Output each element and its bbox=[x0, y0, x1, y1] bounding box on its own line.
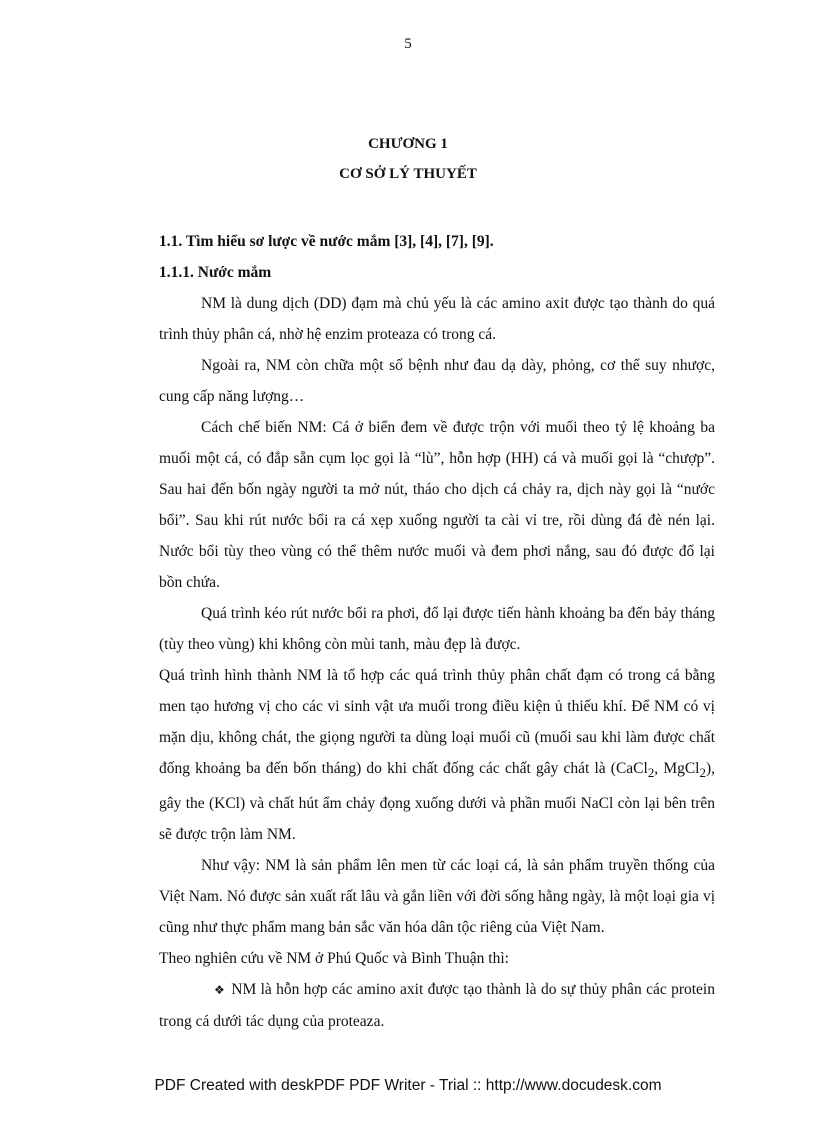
bullet-item bbox=[159, 974, 715, 1037]
pdf-footer: PDF Created with deskPDF PDF Writer - Trial :: http://www.docudesk.com bbox=[154, 1077, 662, 1094]
section-heading: 1.1. Tìm hiểu sơ lược về nước mắm [3], [4], [7], [9]. bbox=[159, 233, 494, 250]
paragraph-research: Theo nghiên cứu về NM ở Phú Quốc và Bình Thuận thì: bbox=[159, 950, 509, 968]
bullet-text: NM là hỗn hợp các amino axit được tạo thành là do sự thủy phân các protein trong cá dưới tác dụng của proteaza. bbox=[159, 981, 715, 1031]
paragraph-definition: NM là dung dịch (DD) đạm mà chủ yếu là các amino axit được tạo thành do quá trình thủy phân cá, nhờ hệ enzim proteaza có trong cá. bbox=[159, 295, 715, 343]
paragraph-duration: Quá trình kéo rút nước bổi ra phơi, đổ lại được tiến hành khoảng ba đến bảy tháng (tùy theo vùng) khi không còn mùi tanh, màu đẹp là được. bbox=[159, 605, 715, 653]
chapter-number: CHƯƠNG 1 bbox=[368, 136, 448, 152]
document-body bbox=[159, 226, 715, 1037]
paragraph-process: Cách chế biến NM: Cá ở biển đem về được trộn với muối theo tỷ lệ khoảng ba muối một cá, có đắp sẵn cụm lọc gọi là “lù”, hỗn hợp (HH) cá và muối gọi là “chượp”. Sau hai đến bốn ngày người ta mở nút, tháo cho dịch cá chảy ra, dịch này gọi là “nước bổi”. Sau khi rút nước bổi ra cá xẹp xuống người ta cài vỉ tre, rồi dùng đá đè nén lại. Nước bổi tùy theo vùng có thể thêm nước muối và đem phơi nắng, sau đó được đổ lại bồn chứa. bbox=[159, 419, 715, 591]
subsection-heading: 1.1.1. Nước mắm bbox=[159, 264, 272, 281]
paragraph-summary: Như vậy: NM là sản phẩm lên men từ các loại cá, là sản phẩm truyền thống của Việt Nam. Nó được sản xuất rất lâu và gắn liền với đời sống hằng ngày, là một loại gia vị cũng như thực phẩm mang bản sắc văn hóa dân tộc riêng của Việt Nam. bbox=[159, 857, 715, 937]
chapter-title: CƠ SỞ LÝ THUYẾT bbox=[339, 166, 477, 182]
page-number: 5 bbox=[404, 36, 412, 52]
paragraph-formation: Quá trình hình thành NM là tổ hợp các quá trình thủy phân chất đạm có trong cá bằng men tạo hương vị cho các vi sinh vật ưa muối trong điều kiện ủ thiếu khí. Để NM có vị mặn dịu, không chát, the giọng người ta dùng loại muối cũ (muối sau khi làm được chất đống khoảng ba đến bốn tháng) do khi chất đống các chất gây chát là (CaCl$_2$, MgCl$_2$), gây the (KCl) và chất hút ẩm chảy đọng xuống dưới và phần muối NaCl còn lại bên trên sẽ được trộn làm NM. bbox=[159, 667, 715, 844]
paragraph-benefits: Ngoài ra, NM còn chữa một số bệnh như đau dạ dày, phỏng, cơ thể suy nhược, cung cấp năng lượng… bbox=[159, 357, 715, 405]
diamond-bullet-icon: ❖ bbox=[214, 983, 226, 998]
